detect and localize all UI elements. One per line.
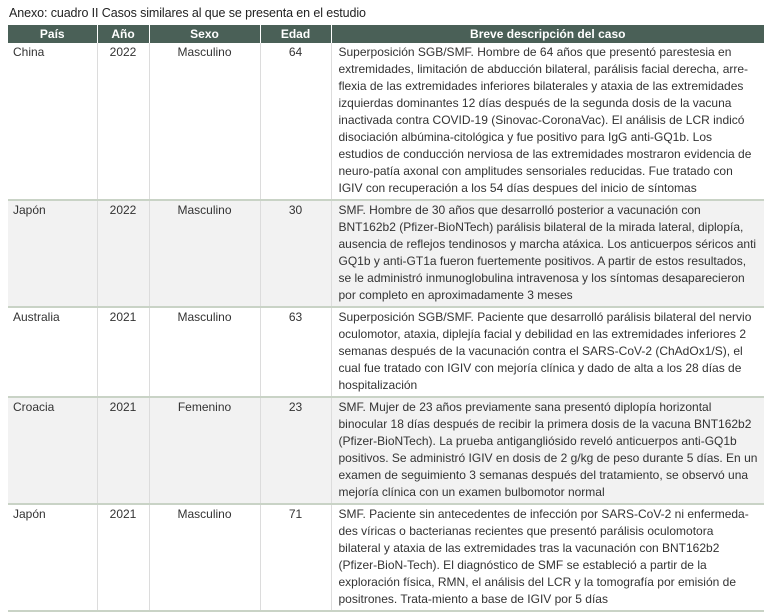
cell-pais: Japón [8, 200, 97, 307]
table-row [8, 43, 764, 200]
cell-descripcion: SMF. Hombre de 30 años que desarrolló posterior a vacunación con BNT162b2 (Pfizer-BioNTech) parálisis bilateral de la mirada lateral, diplopía, ausencia de reflejos tendinosos y marcha atáxica. Los anticuerpos séricos anti GQ1b y anti-GT1a fueron fuertemente positivos. A partir de estos resultados, se le administró inmunoglobulina intravenosa y los síntomas desaparecieron por completo en aproximadamente 3 meses [331, 200, 764, 307]
cell-edad: 71 [260, 504, 331, 611]
cell-edad: 63 [260, 307, 331, 397]
table-row [8, 307, 764, 397]
table-row [8, 200, 764, 307]
cell-pais: Australia [8, 307, 97, 397]
cell-anio: 2022 [97, 43, 149, 200]
header-descripcion: Breve descripción del caso [331, 25, 764, 43]
cell-edad: 64 [260, 43, 331, 200]
table-row [8, 397, 764, 504]
cell-pais: Croacia [8, 397, 97, 504]
cell-descripcion: SMF. Paciente sin antecedentes de infección por SARS-CoV-2 ni enfermeda-des víricas o bacterianas recientes que presentó parálisis oculomotora bilateral y ataxia de las extremidades tras la vacunación con BNT162b2 (Pfizer-BioN-Tech). El diagnóstico de SMF se estableció a partir de la exploración física, RMN, el análisis del LCR y la tomografía por emisión de positrones. Trata-miento a base de IGIV por 5 días [331, 504, 764, 611]
header-anio: Año [97, 25, 149, 43]
cell-sexo: Masculino [149, 200, 260, 307]
cell-sexo: Femenino [149, 397, 260, 504]
cell-anio: 2021 [97, 307, 149, 397]
cell-edad: 23 [260, 397, 331, 504]
cell-descripcion: Superposición SGB/SMF. Hombre de 64 años que presentó parestesia en extremidades, limitación de abducción bilateral, parálisis facial derecha, arre-flexia de las extremidades inferiores bilaterales y ataxia de las extremidades izquierdas dominantes 12 días después de la segunda dosis de la vacuna inactivada contra COVID-19 (Sinovac-CoronaVac). El análisis de LCR indicó disociación albúmina-citológica y fue positivo para IgG anti-GQ1b. Los estudios de conducción nerviosa de las extremidades mostraron evidencia de neuro-patía axonal con amplitudes sensoriales reducidas. Fue tratado con IGIV con recuperación a los 54 días despues del inicio de síntomas [331, 43, 764, 200]
cell-sexo: Masculino [149, 504, 260, 611]
cases-table [8, 25, 764, 612]
cell-anio: 2021 [97, 504, 149, 611]
header-sexo: Sexo [149, 25, 260, 43]
cell-anio: 2022 [97, 200, 149, 307]
cell-sexo: Masculino [149, 43, 260, 200]
table-header-row [8, 25, 764, 43]
table-row [8, 504, 764, 611]
header-edad: Edad [260, 25, 331, 43]
cell-sexo: Masculino [149, 307, 260, 397]
cell-anio: 2021 [97, 397, 149, 504]
cell-pais: China [8, 43, 97, 200]
header-pais: País [8, 25, 97, 43]
cell-pais: Japón [8, 504, 97, 611]
cell-descripcion: SMF. Mujer de 23 años previamente sana presentó diplopía horizontal binocular 18 días después de recibir la primera dosis de la vacuna BNT162b2 (Pfizer-BioNTech). La prueba antigangliósido reveló anticuerpos anti-GQ1b positivos. Se administró IGIV en dosis de 2 g/kg de peso durante 5 días. En un examen de seguimiento 3 semanas después del tratamiento, se observó una mejoría clínica con un examen bulbomotor normal [331, 397, 764, 504]
cell-edad: 30 [260, 200, 331, 307]
cell-descripcion: Superposición SGB/SMF. Paciente que desarrolló parálisis bilateral del nervio oculomotor, ataxia, diplejía facial y debilidad en las extremidades inferiores 2 semanas después de la vacunación contra el SARS-CoV-2 (ChAdOx1/S), el cual fue tratado con IGIV con mejoría clínica y dado de alta a los 28 días de hospitalización [331, 307, 764, 397]
table-caption: Anexo: cuadro II Casos similares al que se presenta en el estudio [9, 6, 366, 20]
